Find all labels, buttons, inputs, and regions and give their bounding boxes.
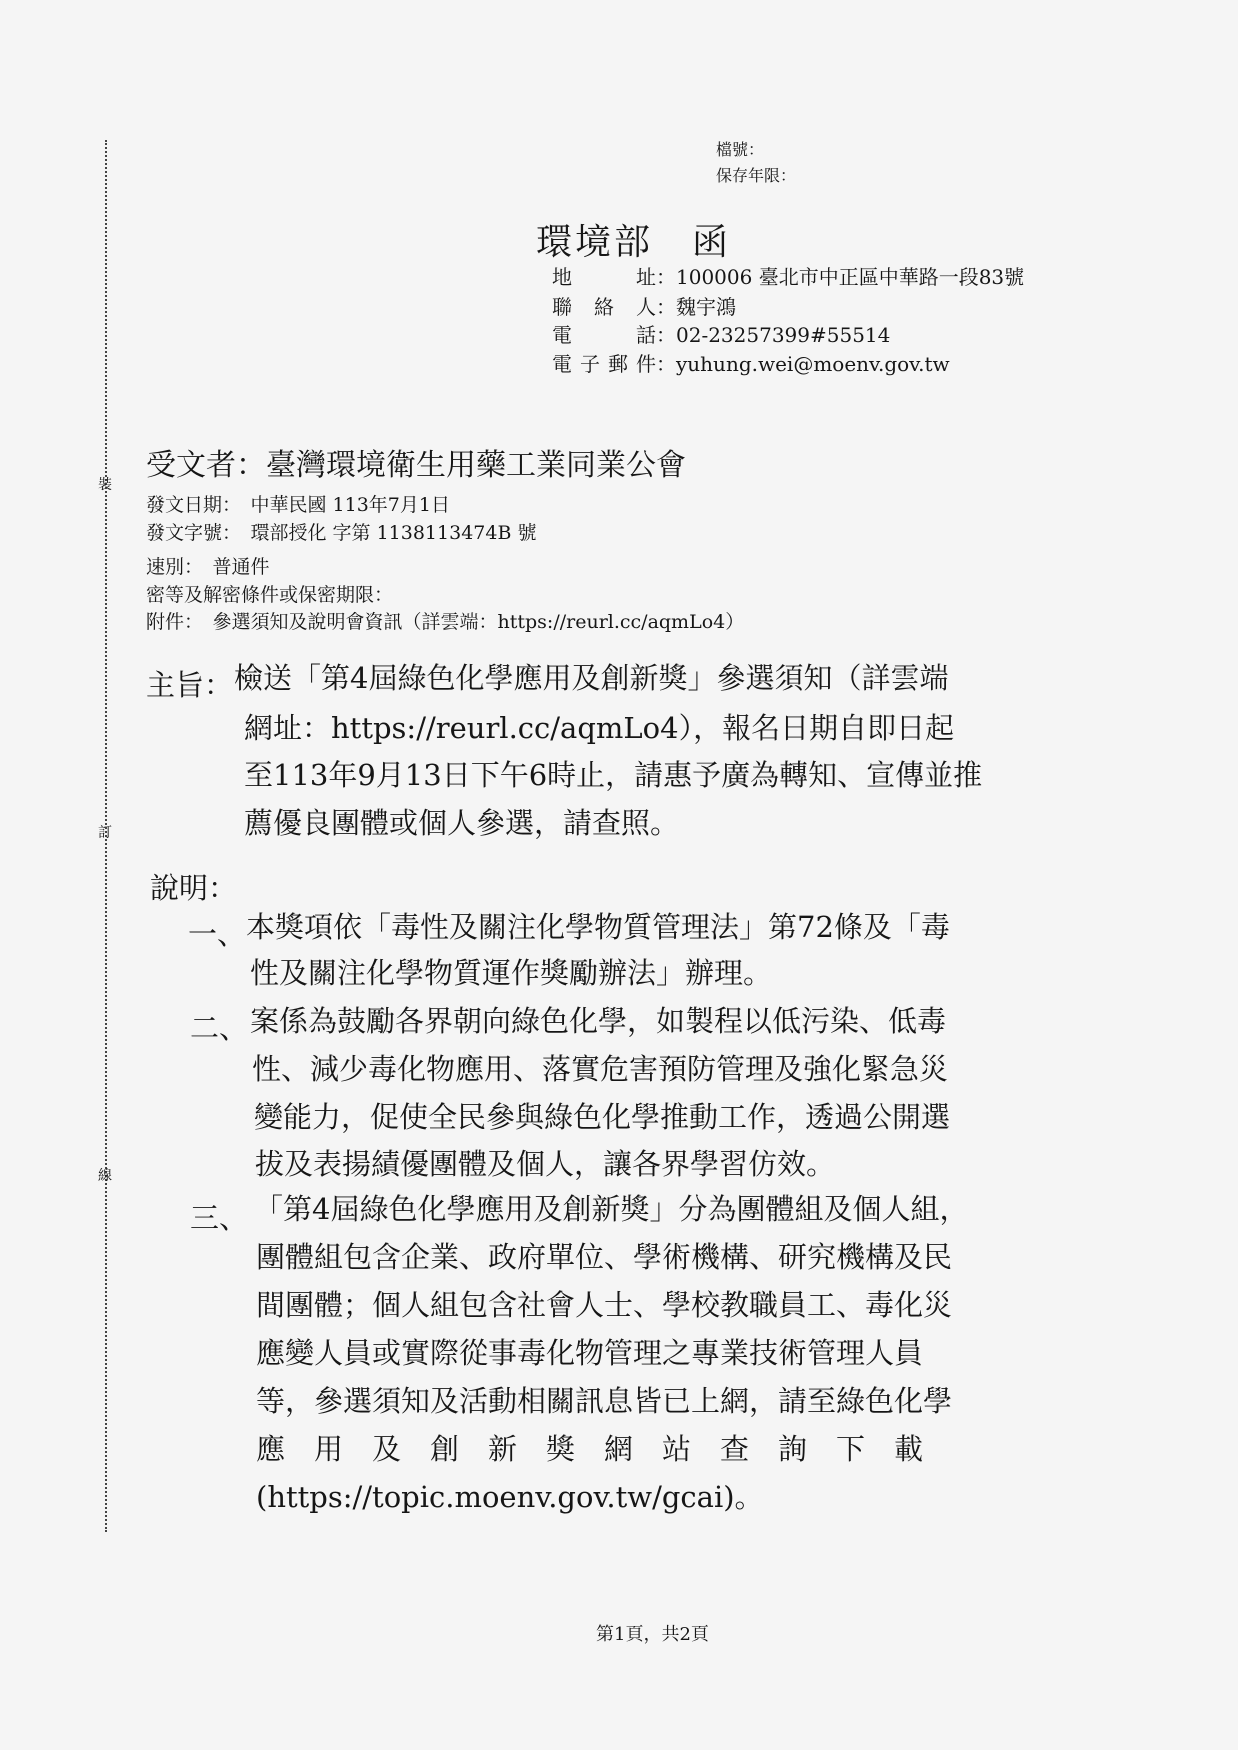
- item-line: 性及關注化學物質運作獎勵辦法」辦理。: [250, 956, 773, 990]
- item-line: 間團體；個人組包含社會人士、學校教職員工、毒化災: [256, 1288, 953, 1322]
- sender-phone: [552, 320, 890, 350]
- binding-mark-middle: 訂: [98, 825, 112, 841]
- item-line: 「第4屆綠色化學應用及創新獎」分為團體組及個人組，: [254, 1192, 969, 1226]
- item-line: 團體組包含企業、政府單位、學術機構、研究機構及民: [256, 1240, 953, 1274]
- sender-phone-label: 電話: [552, 323, 656, 347]
- sender-contact-label: 聯絡人: [552, 295, 656, 319]
- sender-email-label: 電子郵件: [552, 352, 656, 376]
- secrecy: 密等及解密條件或保密期限：: [146, 584, 394, 606]
- sender-phone-value: ：02-23257399#55514: [656, 323, 891, 347]
- page-number: 第1頁，共2頁: [596, 1624, 709, 1645]
- attachment: 附件： 參選須知及說明會資訊（詳雲端：https://reurl.cc/aqmLo4）: [146, 611, 745, 633]
- item-line: 應變人員或實際從事毒化物管理之專業技術管理人員: [256, 1336, 924, 1370]
- urgency: 速別： 普通件: [146, 556, 270, 578]
- recipient: 受文者：臺灣環境衛生用藥工業同業公會: [146, 448, 686, 483]
- file-number: 檔號：: [716, 140, 765, 159]
- binding-mark-top: 裝: [98, 477, 112, 493]
- subject-line: 至113年9月13日下午6時止，請惠予廣為轉知、宣傳並推: [244, 758, 983, 792]
- issue-date: 發文日期： 中華民國 113年7月1日: [146, 494, 450, 516]
- item-line: 拔及表揚績優團體及個人，讓各界學習仿效。: [255, 1147, 836, 1181]
- sender-email: [552, 349, 950, 379]
- sender-email-value: ：yuhung.wei@moenv.gov.tw: [656, 352, 950, 376]
- sender-contact: [552, 292, 736, 322]
- sender-address: [552, 262, 1024, 292]
- document-number: 發文字號： 環部授化 字第 1138113474B 號: [146, 522, 537, 544]
- document-title: 環境部 函: [536, 222, 732, 263]
- item-number: 二、: [190, 1011, 249, 1045]
- retention-period: 保存年限：: [716, 166, 797, 185]
- subject-label: 主旨：: [146, 668, 234, 702]
- item-line: 變能力，促使全民參與綠色化學推動工作，透過公開選: [254, 1100, 951, 1134]
- binding-mark-bottom: 線: [98, 1168, 112, 1184]
- subject-line: 網址：https://reurl.cc/aqmLo4），報名日期自即日起: [244, 711, 955, 745]
- explanation-label: 說明：: [150, 871, 238, 905]
- item-line: 等，參選須知及活動相關訊息皆已上網，請至綠色化學: [256, 1384, 953, 1418]
- item-number: 三、: [190, 1201, 249, 1235]
- subject-line: 檢送「第4屆綠色化學應用及創新獎」參選須知（詳雲端: [234, 661, 949, 695]
- sender-address-label: 地址: [552, 265, 656, 289]
- item-line: (https://topic.moenv.gov.tw/gcai)。: [256, 1480, 764, 1514]
- subject-line: 薦優良團體或個人參選，請查照。: [244, 806, 680, 840]
- item-line: 案係為鼓勵各界朝向綠色化學，如製程以低污染、低毒: [250, 1004, 947, 1038]
- item-line: 性、減少毒化物應用、落實危害預防管理及強化緊急災: [252, 1052, 949, 1086]
- item-line: 本獎項依「毒性及關注化學物質管理法」第72條及「毒: [246, 910, 950, 944]
- item-number: 一、: [188, 917, 247, 951]
- sender-address-value: ：100006 臺北市中正區中華路一段83號: [656, 265, 1025, 289]
- item-line: 應 用 及 創 新 獎 網 站 查 詢 下 載: [256, 1432, 924, 1466]
- sender-contact-value: ：魏宇鴻: [656, 295, 736, 319]
